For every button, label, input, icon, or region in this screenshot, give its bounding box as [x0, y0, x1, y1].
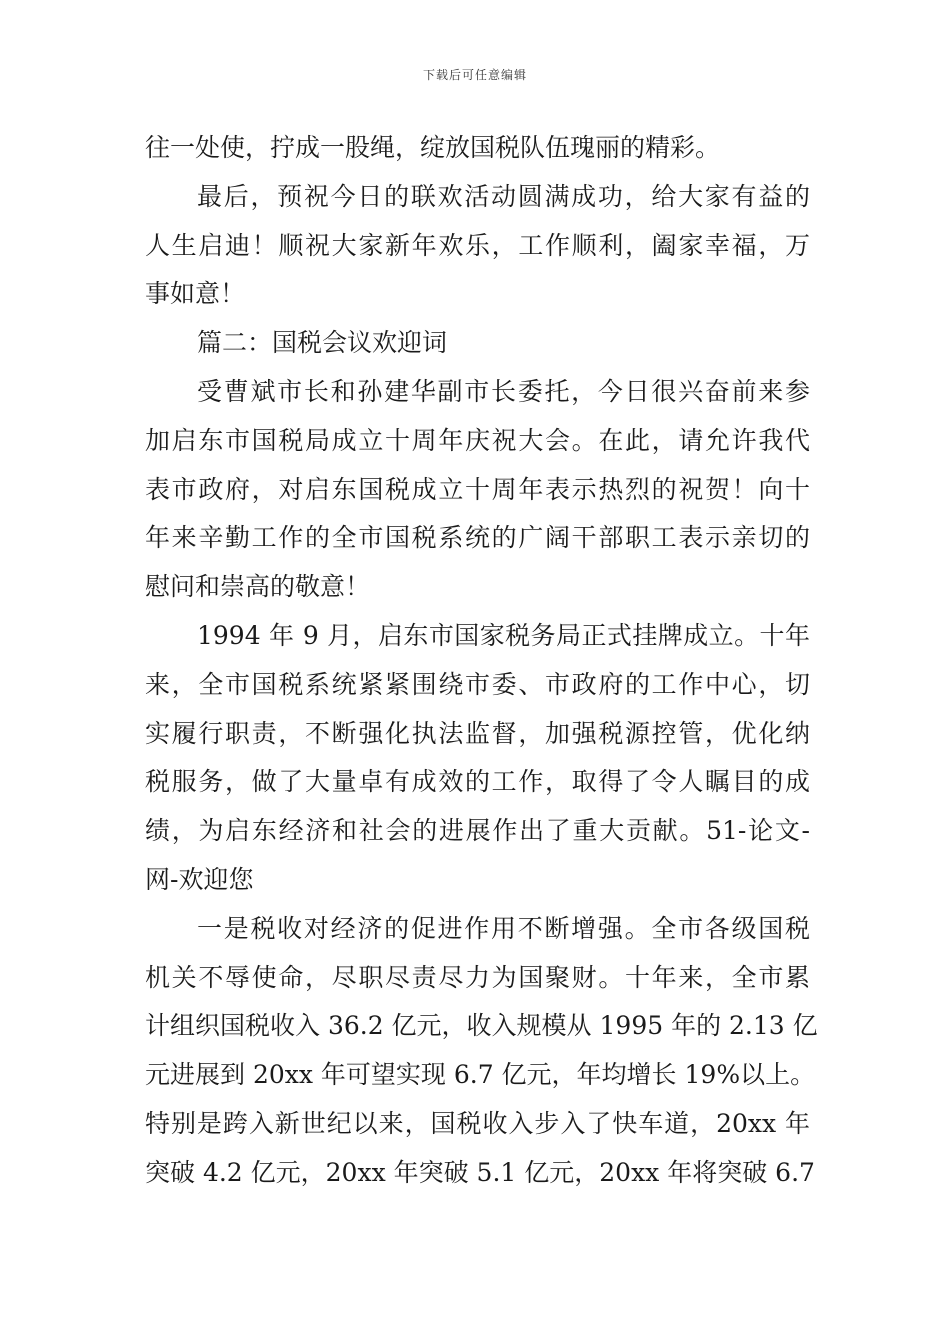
text-line: 税服务，做了大量卓有成效的工作，取得了令人瞩目的成 [145, 767, 810, 797]
text-line: 表市政府，对启东国税成立十周年表示热烈的祝贺！向十 [145, 474, 810, 504]
section-heading: 篇二：国税会议欢迎词 [197, 328, 448, 358]
text-line: 往一处使，拧成一股绳，绽放国税队伍瑰丽的精彩。 [145, 133, 721, 162]
text-line: 来，全市国税系统紧紧围绕市委、市政府的工作中心，切 [145, 669, 810, 699]
document-body [145, 124, 818, 1198]
text-line: 1994 年 9 月，启东市国家税务局正式挂牌成立。十年 [197, 620, 810, 650]
text-line: 特别是跨入新世纪以来，国税收入步入了快车道，20xx 年 [145, 1108, 810, 1138]
text-line: 计组织国税收入 36.2 亿元，收入规模从 1995 年的 2.13 亿 [145, 1011, 818, 1041]
text-line: 突破 4.2 亿元，20xx 年突破 5.1 亿元，20xx 年将突破 6.7 [145, 1157, 815, 1187]
text-line: 网-欢迎您 [145, 864, 254, 894]
text-line: 机关不辱使命，尽职尽责尽力为国聚财。十年来，全市累 [145, 962, 810, 992]
text-line: 事如意！ [145, 279, 246, 309]
text-line: 年来辛勤工作的全市国税系统的广阔干部职工表示亲切的 [145, 523, 810, 553]
text-line: 慰问和崇高的敬意！ [145, 572, 371, 602]
text-line: 元进展到 20xx 年可望实现 6.7 亿元，年均增长 19%以上。 [145, 1060, 816, 1090]
text-line: 加启东市国税局成立十周年庆祝大会。在此，请允许我代 [145, 425, 810, 455]
text-line: 受曹斌市长和孙建华副市长委托，今日很兴奋前来参 [197, 376, 810, 406]
text-line: 人生启迪！顺祝大家新年欢乐，工作顺利，阖家幸福，万 [145, 230, 810, 260]
text-line: 绩，为启东经济和社会的进展作出了重大贡献。51-论文- [145, 816, 810, 846]
page-header: 下载后可任意编辑 [422, 68, 527, 82]
text-line: 一是税收对经济的促进作用不断增强。全市各级国税 [197, 913, 810, 943]
text-line: 实履行职责，不断强化执法监督，加强税源控管，优化纳 [145, 718, 810, 748]
text-line: 最后，预祝今日的联欢活动圆满成功，给大家有益的 [197, 181, 810, 211]
